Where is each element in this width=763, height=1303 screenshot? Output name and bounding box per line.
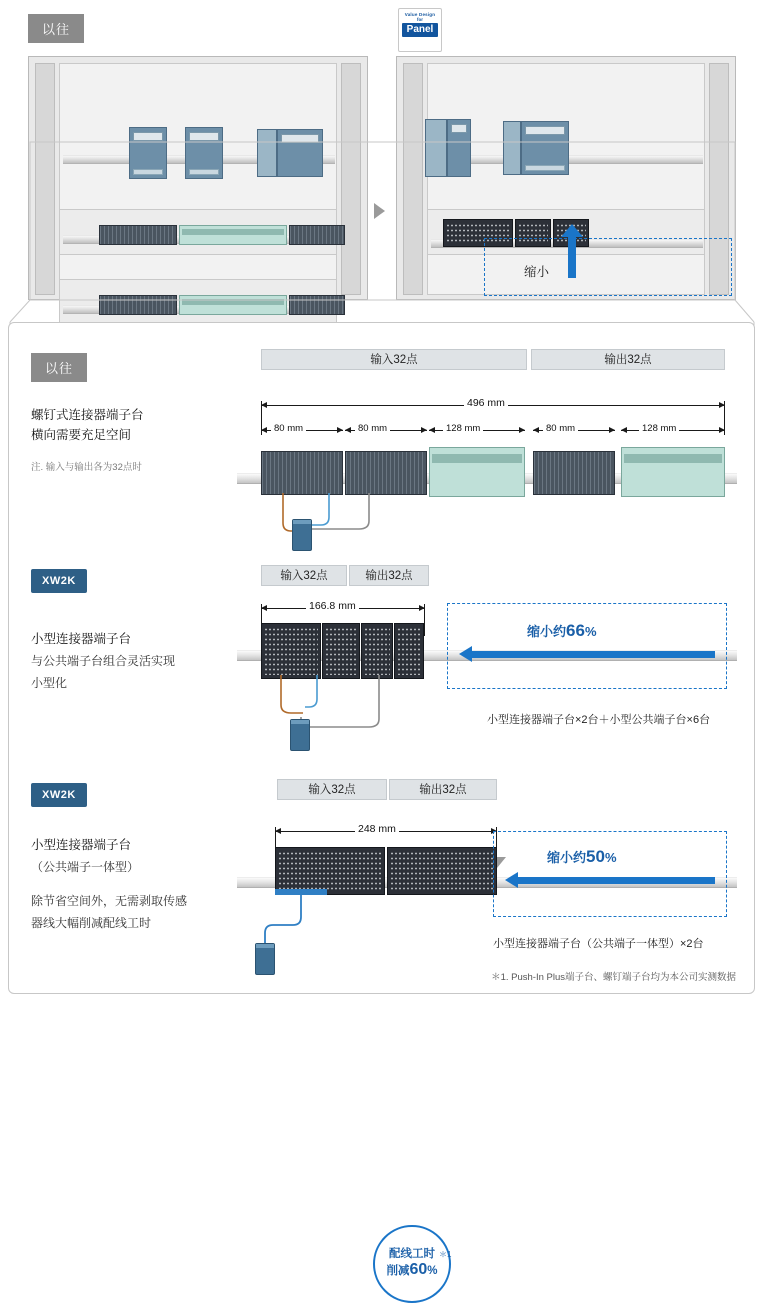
row2-cap-in: 输入32点 (261, 565, 347, 586)
row-legacy-title: 螺钉式连接器端子台 (31, 408, 144, 422)
row-legacy-cap-in: 输入32点 (261, 349, 527, 370)
legacy-tag-top: 以往 (28, 14, 84, 43)
row3-tb-1 (275, 847, 385, 895)
row-legacy-tb-5 (621, 447, 725, 497)
row3-cap-out: 输出32点 (389, 779, 497, 800)
value-design-for-panel-badge (398, 8, 442, 52)
sensor-cap (293, 520, 311, 524)
plc-screen (451, 124, 467, 133)
row-legacy-cap-out: 输出32点 (531, 349, 725, 370)
shrink-label: 缩小 (524, 265, 550, 279)
row2-reduction-arrow (471, 651, 715, 658)
row2-dim-tick-right (424, 604, 425, 636)
row3-dim-text: 248 mm (355, 823, 399, 835)
dim-128a: 128 mm (443, 423, 483, 434)
row3-title3: 除节省空间外，无需剥取传感 (31, 894, 188, 908)
top-comparison-section (0, 0, 763, 318)
row3-reduction-arrow (517, 877, 715, 884)
row3-sensor (255, 943, 275, 975)
dim-80b: 80 mm (355, 423, 390, 434)
tb-dots (278, 851, 382, 891)
row3-reduction-box (493, 831, 727, 917)
row-legacy-tb-4 (533, 451, 615, 495)
row2-xw2k-badge: XW2K (31, 569, 87, 593)
row2-sensor (290, 719, 310, 751)
row2-tb-2 (322, 623, 360, 679)
row3-caption: 小型连接器端子台（公共端子一体型）×2台 (493, 938, 704, 950)
row2-cap-out: 输出32点 (349, 565, 429, 586)
badge-line1: Value Design (404, 12, 436, 17)
callout-value: 60 (409, 1261, 428, 1278)
footnote-text: ＊1. Push-In Plus端子台、螺钉端子台均为本公司实测数据 (491, 972, 736, 983)
sensor-cap (256, 944, 274, 948)
row-legacy-tb-3 (429, 447, 525, 497)
row2-reduction-unit: % (584, 624, 597, 639)
row2-title2: 与公共端子台组合灵活实现 (31, 654, 176, 668)
row2-reduction-box (447, 603, 727, 689)
row2-reduction-value: 66 (566, 621, 585, 640)
tb-dots (397, 627, 421, 675)
row2-dim-text: 166.8 mm (306, 600, 359, 612)
row2-tb-1 (261, 623, 321, 679)
badge-line3: Panel (402, 23, 438, 37)
detail-comparison-box (8, 322, 755, 1278)
callout-unit: % (427, 1265, 438, 1277)
callout-line2 (375, 1261, 449, 1279)
dim-80c: 80 mm (543, 423, 578, 434)
row-legacy-tb-1 (261, 451, 343, 495)
row2-title: 小型连接器端子台 (31, 632, 132, 646)
row3-cap-in: 输入32点 (277, 779, 387, 800)
tb-strip (432, 454, 522, 463)
dim-total-496: 496 mm (464, 397, 508, 409)
row2-reduction-label (527, 621, 597, 641)
row3-reduction-unit: % (604, 850, 617, 865)
row3-tb-2 (387, 847, 497, 895)
sensor-cap (291, 720, 309, 724)
row3-title: 小型连接器端子台 (31, 838, 132, 852)
row-legacy-sensor (292, 519, 312, 551)
row2-wires (259, 675, 419, 743)
dim-80a: 80 mm (271, 423, 306, 434)
tb-strip (624, 454, 722, 463)
callout-prefix: 削减 (386, 1265, 410, 1277)
row3-title4: 器线大幅削减配线工时 (31, 916, 152, 930)
row3-title2: （公共端子一体型） (31, 860, 140, 874)
row2-tb-4 (394, 623, 424, 679)
tb-dots (390, 851, 494, 891)
row2-reduction-prefix: 缩小约 (527, 624, 567, 639)
callout-line1: 配线工时 (389, 1248, 435, 1260)
dim-128b: 128 mm (639, 423, 679, 434)
row3-reduction-label (547, 847, 617, 867)
row2-title3: 小型化 (31, 676, 68, 690)
badge-line2: for (417, 17, 423, 22)
tb-dots (325, 627, 357, 675)
row-legacy-tag: 以往 (31, 353, 87, 382)
row-legacy-title2: 横向需要充足空间 (31, 428, 132, 442)
tb-dots (364, 627, 390, 675)
callout-superscript: ＊1 (439, 1250, 452, 1259)
row-legacy-note: 注. 输入与输出各为32点时 (31, 462, 142, 473)
row2-caption: 小型连接器端子台×2台＋小型公共端子台×6台 (487, 714, 711, 726)
row3-reduction-value: 50 (586, 847, 605, 866)
row3-reduction-prefix: 缩小约 (547, 850, 587, 865)
row2-tb-3 (361, 623, 393, 679)
connector-lines (0, 140, 763, 330)
row3-xw2k-badge: XW2K (31, 783, 87, 807)
tb-dots (264, 627, 318, 675)
plc-screen (525, 126, 565, 135)
wiring-time-callout (373, 1225, 451, 1303)
row-legacy-tb-2 (345, 451, 427, 495)
